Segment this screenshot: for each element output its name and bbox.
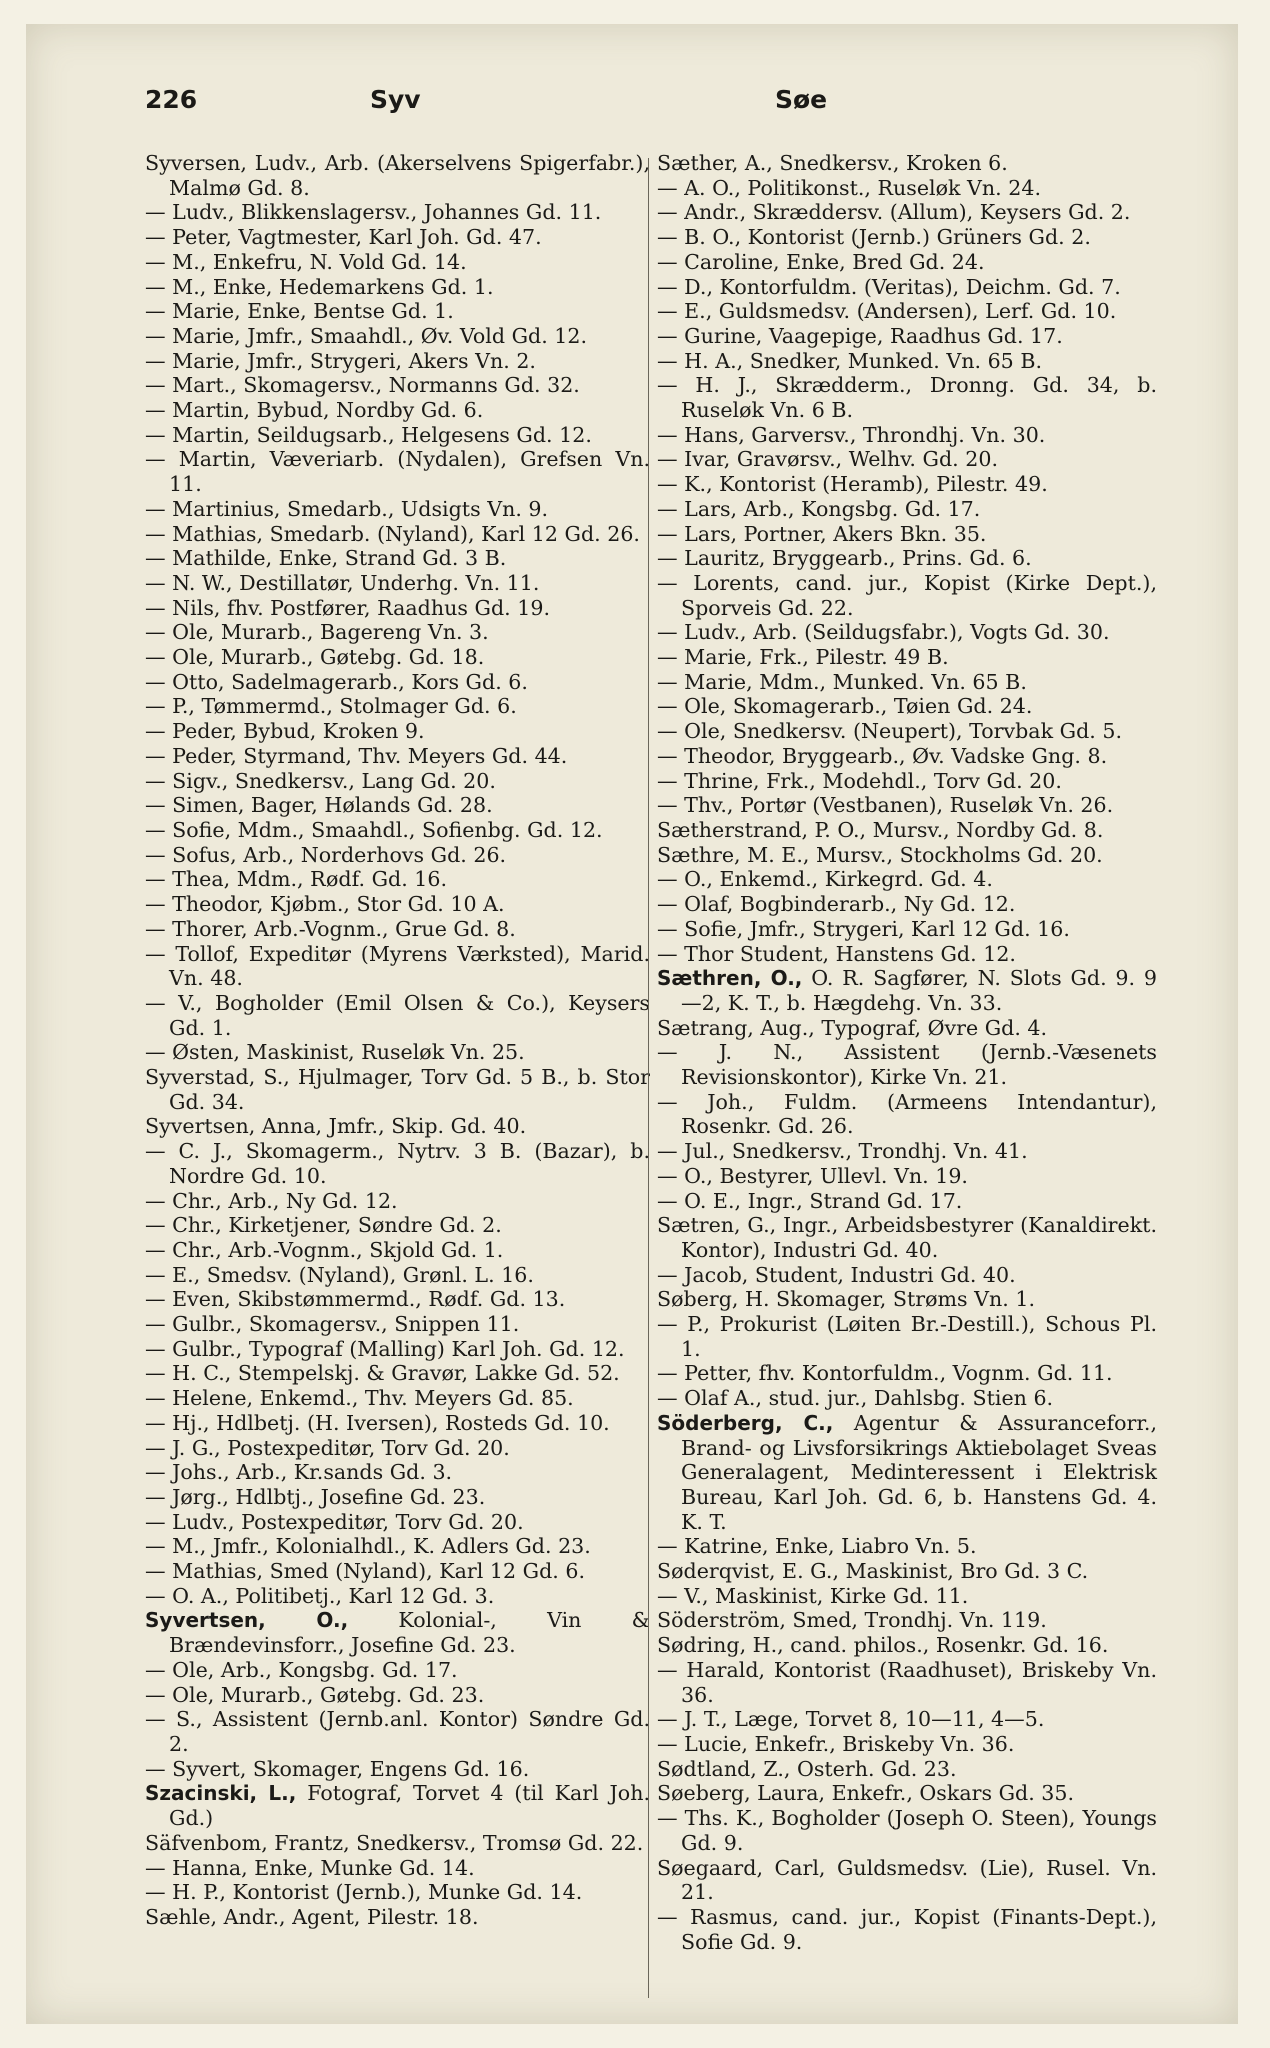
entry-text: — P., Tømmermd., Stolmager Gd. 6. bbox=[145, 694, 517, 719]
directory-entry bbox=[657, 571, 1157, 620]
entry-text: — Syvert, Skomager, Engens Gd. 16. bbox=[145, 1756, 530, 1781]
entry-text: — Peder, Styrmand, Thv. Meyers Gd. 44. bbox=[145, 743, 568, 768]
directory-entry bbox=[657, 349, 1157, 374]
entry-text: — Gurine, Vaagepige, Raadhus Gd. 17. bbox=[657, 323, 1063, 348]
entry-text: Sæhle, Andr., Agent, Pilestr. 18. bbox=[145, 1904, 479, 1929]
directory-entry bbox=[145, 1361, 650, 1386]
directory-entry bbox=[145, 1436, 650, 1461]
entry-text: — Mart., Skomagersv., Normanns Gd. 32. bbox=[145, 373, 580, 398]
entry-text: — Martin, Væveriarb. (Nydalen), Grefsen Vn. 11. bbox=[145, 447, 650, 497]
directory-entry bbox=[145, 744, 650, 769]
entry-text: — Rasmus, cand. jur., Kopist (Finants-Dept.), Sofie Gd. 9. bbox=[657, 1904, 1157, 1954]
entry-text: — N. W., Destillatør, Underhg. Vn. 11. bbox=[145, 570, 540, 595]
entry-text: — Martinius, Smedarb., Udsigts Vn. 9. bbox=[145, 496, 549, 521]
directory-entry bbox=[657, 447, 1157, 472]
entry-text: — Østen, Maskinist, Ruseløk Vn. 25. bbox=[145, 1040, 525, 1065]
entry-text: — H. J., Skrædderm., Dronng. Gd. 34, b. Ruseløk Vn. 6 B. bbox=[657, 373, 1157, 423]
entry-text: — B. O., Kontorist (Jernb.) Grüners Gd. 2. bbox=[657, 225, 1091, 250]
directory-entry bbox=[145, 1683, 650, 1708]
left-column bbox=[145, 151, 650, 1930]
entry-text: — Ludv., Arb. (Seildugsfabr.), Vogts Gd. 30. bbox=[657, 620, 1110, 645]
entry-text: Sætrang, Aug., Typograf, Øvre Gd. 4. bbox=[657, 1015, 1048, 1040]
directory-entry bbox=[657, 1757, 1157, 1782]
directory-entry bbox=[145, 1213, 650, 1238]
entry-text: — M., Jmfr., Kolonialhdl., K. Adlers Gd. 23. bbox=[145, 1534, 591, 1559]
entry-text: — Gulbr., Typograf (Malling) Karl Joh. Gd. 12. bbox=[145, 1336, 625, 1361]
entry-text: — Hj., Hdlbetj. (H. Iversen), Rosteds Gd. 10. bbox=[145, 1410, 610, 1435]
entry-text: — Hanna, Enke, Munke Gd. 14. bbox=[145, 1855, 475, 1880]
directory-entry bbox=[145, 571, 650, 596]
directory-entry bbox=[657, 793, 1157, 818]
directory-entry bbox=[145, 596, 650, 621]
directory-entry bbox=[657, 917, 1157, 942]
entry-text: — Theodor, Bryggearb., Øv. Vadske Gng. 8. bbox=[657, 743, 1108, 768]
entry-text: Søeberg, Laura, Enkefr., Oskars Gd. 35. bbox=[657, 1781, 1075, 1806]
entry-text: — Mathias, Smed (Nyland), Karl 12 Gd. 6. bbox=[145, 1559, 586, 1584]
entry-bold-name: Söderberg, C., bbox=[657, 1410, 834, 1435]
directory-entry bbox=[145, 200, 650, 225]
directory-entry bbox=[657, 1040, 1157, 1089]
entry-text: — Ivar, Gravørsv., Welhv. Gd. 20. bbox=[657, 447, 998, 472]
entry-text: O. R. Sagfører, N. Slots Gd. 9. 9—2, K. T., b. Hægdehg. Vn. 33. bbox=[681, 966, 1157, 1015]
directory-entry bbox=[145, 1485, 650, 1510]
directory-entry bbox=[657, 1139, 1157, 1164]
entry-text: — S., Assistent (Jernb.anl. Kontor) Søndre Gd. 2. bbox=[145, 1707, 650, 1756]
entry-text: — K., Kontorist (Heramb), Pilestr. 49. bbox=[657, 472, 1048, 497]
directory-entry bbox=[657, 546, 1157, 571]
entry-text: — Martin, Seildugsarb., Helgesens Gd. 12. bbox=[145, 422, 592, 447]
entry-text: — Ole, Murarb., Bagereng Vn. 3. bbox=[145, 620, 489, 645]
directory-entry bbox=[145, 1139, 650, 1188]
entry-text: — Jul., Snedkersv., Trondhj. Vn. 41. bbox=[657, 1139, 1028, 1164]
directory-entry bbox=[657, 250, 1157, 275]
directory-entry bbox=[657, 1608, 1157, 1633]
directory-entry bbox=[657, 1189, 1157, 1214]
entry-text: — H. A., Snedker, Munked. Vn. 65 B. bbox=[657, 348, 1042, 373]
entry-text: — P., Prokurist (Løiten Br.-Destill.), Schous Pl. 1. bbox=[657, 1312, 1157, 1361]
entry-text: — Ole, Snedkersv. (Neupert), Torvbak Gd. 5. bbox=[657, 719, 1122, 744]
directory-entry bbox=[145, 1534, 650, 1559]
entry-text: — Jørg., Hdlbtj., Josefine Gd. 23. bbox=[145, 1484, 486, 1509]
directory-entry bbox=[145, 670, 650, 695]
directory-entry bbox=[657, 1658, 1157, 1707]
directory-entry bbox=[145, 1559, 650, 1584]
directory-entry bbox=[145, 620, 650, 645]
entry-text: — Marie, Enke, Bentse Gd. 1. bbox=[145, 299, 454, 324]
directory-entry bbox=[657, 769, 1157, 794]
entry-text: — J. G., Postexpeditør, Torv Gd. 20. bbox=[145, 1435, 510, 1460]
directory-entry bbox=[145, 1584, 650, 1609]
entry-text: — Ths. K., Bogholder (Joseph O. Steen), Youngs Gd. 9. bbox=[657, 1806, 1157, 1855]
entry-text: — Ludv., Blikkenslagersv., Johannes Gd. 11. bbox=[145, 200, 602, 225]
entry-text: Säfvenbom, Frantz, Snedkersv., Tromsø Gd. 22. bbox=[145, 1830, 644, 1855]
directory-entry bbox=[657, 1213, 1157, 1262]
entry-text: — Petter, fhv. Kontorfuldm., Vognm. Gd. 11. bbox=[657, 1361, 1113, 1386]
directory-entry bbox=[657, 1707, 1157, 1732]
directory-entry bbox=[145, 299, 650, 324]
entry-text: — Peder, Bybud, Kroken 9. bbox=[145, 719, 425, 744]
directory-entry bbox=[657, 151, 1157, 176]
entry-text: — M., Enkefru, N. Vold Gd. 14. bbox=[145, 249, 467, 274]
directory-entry bbox=[657, 522, 1157, 547]
entry-text: — H. P., Kontorist (Jernb.), Munke Gd. 14. bbox=[145, 1880, 583, 1905]
entry-text: — Thor Student, Hanstens Gd. 12. bbox=[657, 941, 1016, 966]
directory-entry bbox=[657, 1312, 1157, 1361]
column-divider bbox=[648, 158, 649, 1998]
directory-entry bbox=[657, 324, 1157, 349]
entry-text: — E., Smedsv. (Nyland), Grønl. L. 16. bbox=[145, 1262, 534, 1287]
directory-entry bbox=[145, 645, 650, 670]
directory-entry bbox=[657, 1090, 1157, 1139]
entry-text: — Gulbr., Skomagersv., Snippen 11. bbox=[145, 1312, 520, 1337]
entry-text: — Olaf, Bogbinderarb., Ny Gd. 12. bbox=[657, 892, 1016, 917]
directory-entry bbox=[145, 1312, 650, 1337]
directory-entry bbox=[657, 1559, 1157, 1584]
entry-text: — A. O., Politikonst., Ruseløk Vn. 24. bbox=[657, 175, 1042, 200]
entry-text: — Chr., Kirketjener, Søndre Gd. 2. bbox=[145, 1213, 502, 1238]
entry-text: — Peter, Vagtmester, Karl Joh. Gd. 47. bbox=[145, 225, 542, 250]
directory-entry bbox=[145, 151, 650, 200]
directory-entry bbox=[145, 1238, 650, 1263]
entry-text: — Lars, Portner, Akers Bkn. 35. bbox=[657, 521, 987, 546]
entry-text: — Thorer, Arb.-Vognm., Grue Gd. 8. bbox=[145, 916, 516, 941]
directory-entry bbox=[657, 620, 1157, 645]
entry-text: Syversen, Ludv., Arb. (Akerselvens Spigerfabr.), Malmø Gd. 8. bbox=[145, 151, 650, 200]
entry-text: — Sofus, Arb., Norderhovs Gd. 26. bbox=[145, 842, 507, 867]
page-number: 226 bbox=[145, 85, 198, 114]
directory-entry bbox=[657, 299, 1157, 324]
entry-text: — Marie, Jmfr., Strygeri, Akers Vn. 2. bbox=[145, 348, 536, 373]
header-left-guide-word: Syv bbox=[370, 85, 421, 114]
directory-entry bbox=[145, 1263, 650, 1288]
entry-text: — V., Bogholder (Emil Olsen & Co.), Keysers Gd. 1. bbox=[145, 990, 650, 1040]
directory-entry bbox=[657, 1856, 1157, 1905]
entry-text: — Ole, Arb., Kongsbg. Gd. 17. bbox=[145, 1657, 458, 1682]
entry-text: — Lucie, Enkefr., Briskeby Vn. 36. bbox=[657, 1732, 1015, 1756]
directory-entry bbox=[145, 546, 650, 571]
directory-entry bbox=[145, 398, 650, 423]
entry-text: — Olaf A., stud. jur., Dahlsbg. Stien 6. bbox=[657, 1386, 1054, 1411]
entry-text: — J. T., Læge, Torvet 8, 10—11, 4—5. bbox=[657, 1707, 1045, 1732]
entry-text: Syvertsen, Anna, Jmfr., Skip. Gd. 40. bbox=[145, 1114, 527, 1139]
directory-entry bbox=[145, 793, 650, 818]
directory-entry bbox=[145, 1781, 650, 1830]
directory-entry bbox=[145, 867, 650, 892]
entry-text: — Harald, Kontorist (Raadhuset), Briskeby Vn. 36. bbox=[657, 1657, 1157, 1707]
entry-text: — Marie, Mdm., Munked. Vn. 65 B. bbox=[657, 669, 1027, 694]
directory-entry bbox=[145, 1460, 650, 1485]
entry-text: — Martin, Bybud, Nordby Gd. 6. bbox=[145, 398, 484, 423]
directory-entry bbox=[145, 818, 650, 843]
directory-entry bbox=[657, 1361, 1157, 1386]
directory-entry bbox=[145, 275, 650, 300]
directory-entry bbox=[657, 1781, 1157, 1806]
entry-text: Fotograf, Torvet 4 (til Karl Joh. Gd.) bbox=[169, 1781, 650, 1831]
directory-entry bbox=[657, 818, 1157, 843]
directory-entry bbox=[657, 1386, 1157, 1411]
running-header bbox=[145, 85, 1145, 125]
directory-entry bbox=[145, 1287, 650, 1312]
directory-entry bbox=[145, 769, 650, 794]
entry-text: — Chr., Arb.-Vognm., Skjold Gd. 1. bbox=[145, 1237, 504, 1262]
directory-entry bbox=[145, 1510, 650, 1535]
entry-text: — O., Enkemd., Kirkegrd. Gd. 4. bbox=[657, 867, 993, 892]
directory-entry bbox=[145, 1905, 650, 1930]
directory-entry bbox=[145, 1337, 650, 1362]
entry-text: — O. A., Politibetj., Karl 12 Gd. 3. bbox=[145, 1583, 495, 1608]
entry-text: Sæthre, M. E., Mursv., Stockholms Gd. 20. bbox=[657, 842, 1103, 867]
entry-text: — Ole, Murarb., Gøtebg. Gd. 18. bbox=[145, 645, 485, 670]
entry-text: Sødtland, Z., Osterh. Gd. 23. bbox=[657, 1756, 957, 1781]
entry-text: — Sofie, Jmfr., Strygeri, Karl 12 Gd. 16. bbox=[657, 916, 1070, 941]
directory-entry bbox=[145, 917, 650, 942]
entry-bold-name: Szacinski, L., bbox=[145, 1781, 297, 1806]
directory-entry bbox=[145, 423, 650, 448]
entry-text: — Ole, Skomagerarb., Tøien Gd. 24. bbox=[657, 694, 1033, 719]
entry-bold-name: Sæthren, O., bbox=[657, 966, 803, 991]
entry-text: Söderström, Smed, Trondhj. Vn. 119. bbox=[657, 1608, 1047, 1633]
entry-text: Kolonial-, Vin & Brændevinsforr., Josefine Gd. 23. bbox=[169, 1608, 651, 1658]
directory-entry bbox=[145, 1658, 650, 1683]
entry-text: — Thrine, Frk., Modehdl., Torv Gd. 20. bbox=[657, 768, 1062, 793]
directory-entry bbox=[657, 275, 1157, 300]
directory-entry bbox=[145, 447, 650, 496]
directory-entry bbox=[145, 843, 650, 868]
directory-entry bbox=[657, 1287, 1157, 1312]
directory-entry bbox=[657, 1411, 1157, 1535]
directory-entry bbox=[145, 694, 650, 719]
directory-entry bbox=[145, 1065, 650, 1114]
entry-text: — Sofie, Mdm., Smaahdl., Sofienbg. Gd. 12. bbox=[145, 817, 603, 842]
directory-entry bbox=[145, 522, 650, 547]
directory-entry bbox=[145, 225, 650, 250]
entry-text: — E., Guldsmedsv. (Andersen), Lerf. Gd. 10. bbox=[657, 299, 1117, 324]
directory-entry bbox=[145, 991, 650, 1040]
directory-entry bbox=[657, 200, 1157, 225]
entry-text: — D., Kontorfuldm. (Veritas), Deichm. Gd. 7. bbox=[657, 274, 1121, 299]
entry-text: Søberg, H. Skomager, Strøms Vn. 1. bbox=[657, 1287, 1036, 1312]
entry-text: — Jacob, Student, Industri Gd. 40. bbox=[657, 1262, 1016, 1287]
directory-entry bbox=[657, 670, 1157, 695]
directory-entry bbox=[657, 942, 1157, 967]
directory-entry bbox=[145, 1707, 650, 1756]
directory-entry bbox=[657, 1534, 1157, 1559]
directory-entry bbox=[145, 719, 650, 744]
directory-entry bbox=[145, 1831, 650, 1856]
entry-bold-name: Syvertsen, O., bbox=[145, 1608, 349, 1633]
directory-entry bbox=[145, 1411, 650, 1436]
entry-text: — Mathias, Smedarb. (Nyland), Karl 12 Gd. 26. bbox=[145, 521, 640, 546]
entry-text: Sæther, A., Snedkersv., Kroken 6. bbox=[657, 151, 1008, 175]
entry-text: — Thv., Portør (Vestbanen), Ruseløk Vn. 26. bbox=[657, 793, 1114, 818]
entry-text: Sødring, H., cand. philos., Rosenkr. Gd. 16. bbox=[657, 1633, 1109, 1658]
entry-text: — Nils, fhv. Postfører, Raadhus Gd. 19. bbox=[145, 595, 550, 620]
entry-text: Sætherstrand, P. O., Mursv., Nordby Gd. 8. bbox=[657, 817, 1104, 842]
directory-entry bbox=[657, 1164, 1157, 1189]
directory-entry bbox=[145, 1114, 650, 1139]
entry-text: Søegaard, Carl, Guldsmedsv. (Lie), Rusel. Vn. 21. bbox=[657, 1855, 1157, 1905]
directory-entry bbox=[657, 1016, 1157, 1041]
directory-entry bbox=[657, 867, 1157, 892]
entry-text: — Sigv., Snedkersv., Lang Gd. 20. bbox=[145, 768, 496, 793]
entry-text: — Joh., Fuldm. (Armeens Intendantur), Rosenkr. Gd. 26. bbox=[657, 1089, 1157, 1139]
directory-entry bbox=[657, 1633, 1157, 1658]
directory-entry bbox=[657, 1905, 1157, 1954]
entry-text: — Caroline, Enke, Bred Gd. 24. bbox=[657, 249, 985, 274]
entry-text: — Andr., Skræddersv. (Allum), Keysers Gd. 2. bbox=[657, 200, 1131, 225]
directory-entry bbox=[145, 1386, 650, 1411]
directory-entry bbox=[657, 472, 1157, 497]
directory-entry bbox=[657, 645, 1157, 670]
entry-text: — Lauritz, Bryggearb., Prins. Gd. 6. bbox=[657, 546, 1032, 571]
entry-text: — Ole, Murarb., Gøtebg. Gd. 23. bbox=[145, 1682, 485, 1707]
directory-entry bbox=[145, 497, 650, 522]
directory-entry bbox=[145, 1608, 650, 1657]
entry-text: — Theodor, Kjøbm., Stor Gd. 10 A. bbox=[145, 892, 505, 917]
directory-entry bbox=[657, 497, 1157, 522]
directory-entry bbox=[657, 1584, 1157, 1609]
directory-entry bbox=[657, 1806, 1157, 1855]
directory-entry bbox=[145, 373, 650, 398]
entry-text: — Johs., Arb., Kr.sands Gd. 3. bbox=[145, 1460, 453, 1485]
entry-text: Søderqvist, E. G., Maskinist, Bro Gd. 3 C. bbox=[657, 1559, 1089, 1584]
entry-text: Sætren, G., Ingr., Arbeidsbestyrer (Kanaldirekt. Kontor), Industri Gd. 40. bbox=[657, 1213, 1157, 1262]
right-column bbox=[657, 151, 1157, 1954]
entry-text: — Even, Skibstømmermd., Rødf. Gd. 13. bbox=[145, 1287, 566, 1312]
entry-text: — Marie, Frk., Pilestr. 49 B. bbox=[657, 645, 949, 670]
entry-text: — Ludv., Postexpeditør, Torv Gd. 20. bbox=[145, 1509, 524, 1534]
entry-text: — Lars, Arb., Kongsbg. Gd. 17. bbox=[657, 496, 981, 521]
directory-entry bbox=[657, 1263, 1157, 1288]
entry-text: — O. E., Ingr., Strand Gd. 17. bbox=[657, 1188, 963, 1213]
directory-entry bbox=[145, 1757, 650, 1782]
entry-text: — Helene, Enkemd., Thv. Meyers Gd. 85. bbox=[145, 1386, 574, 1411]
entry-text: — J. N., Assistent (Jernb.-Væsenets Revisionskontor), Kirke Vn. 21. bbox=[657, 1040, 1157, 1090]
header-right-guide-word: Søe bbox=[775, 85, 828, 114]
entry-text: — Mathilde, Enke, Strand Gd. 3 B. bbox=[145, 546, 507, 571]
entry-text: — Marie, Jmfr., Smaahdl., Øv. Vold Gd. 12. bbox=[145, 323, 588, 348]
directory-entry bbox=[145, 892, 650, 917]
entry-text: — Lorents, cand. jur., Kopist (Kirke Dept.), Sporveis Gd. 22. bbox=[657, 570, 1157, 620]
directory-entry bbox=[145, 1189, 650, 1214]
entry-text: — Hans, Garversv., Throndhj. Vn. 30. bbox=[657, 422, 1046, 447]
directory-entry bbox=[657, 966, 1157, 1015]
directory-entry bbox=[657, 176, 1157, 201]
entry-text: — Thea, Mdm., Rødf. Gd. 16. bbox=[145, 867, 448, 892]
directory-entry bbox=[145, 1880, 650, 1905]
directory-entry bbox=[657, 423, 1157, 448]
directory-entry bbox=[657, 225, 1157, 250]
entry-text: — Simen, Bager, Hølands Gd. 28. bbox=[145, 793, 493, 818]
entry-text: Agentur & Assuranceforr., Brand- og Livsforsikrings Aktiebolaget Sveas Generalagent, Medinteressent i Elektrisk Bureau, Karl Joh. Gd. 6, b. Hanstens Gd. 4. K. T. bbox=[681, 1410, 1157, 1534]
directory-entry bbox=[657, 719, 1157, 744]
entry-text: — Katrine, Enke, Liabro Vn. 5. bbox=[657, 1534, 977, 1559]
entry-text: — H. C., Stempelskj. & Gravør, Lakke Gd. 52. bbox=[145, 1361, 620, 1386]
directory-entry bbox=[145, 349, 650, 374]
entry-text: Syverstad, S., Hjulmager, Torv Gd. 5 B., b. Stor Gd. 34. bbox=[145, 1065, 650, 1114]
entry-text: — Chr., Arb., Ny Gd. 12. bbox=[145, 1188, 398, 1213]
entry-text: — Otto, Sadelmagerarb., Kors Gd. 6. bbox=[145, 669, 528, 694]
directory-entry bbox=[657, 1732, 1157, 1757]
entry-text: — V., Maskinist, Kirke Gd. 11. bbox=[657, 1583, 969, 1608]
directory-entry bbox=[657, 843, 1157, 868]
entry-text: — C. J., Skomagerm., Nytrv. 3 B. (Bazar), b. Nordre Gd. 10. bbox=[145, 1139, 650, 1188]
entry-text: — O., Bestyrer, Ullevl. Vn. 19. bbox=[657, 1163, 968, 1188]
directory-entry bbox=[657, 694, 1157, 719]
directory-entry bbox=[657, 373, 1157, 422]
directory-entry bbox=[145, 250, 650, 275]
directory-entry bbox=[145, 942, 650, 991]
directory-entry bbox=[145, 1856, 650, 1881]
directory-entry bbox=[145, 324, 650, 349]
directory-entry bbox=[657, 892, 1157, 917]
entry-text: — M., Enke, Hedemarkens Gd. 1. bbox=[145, 274, 494, 299]
entry-text: — Tollof, Expeditør (Myrens Værksted), Marid. Vn. 48. bbox=[145, 941, 650, 991]
directory-entry bbox=[145, 1040, 650, 1065]
directory-entry bbox=[657, 744, 1157, 769]
